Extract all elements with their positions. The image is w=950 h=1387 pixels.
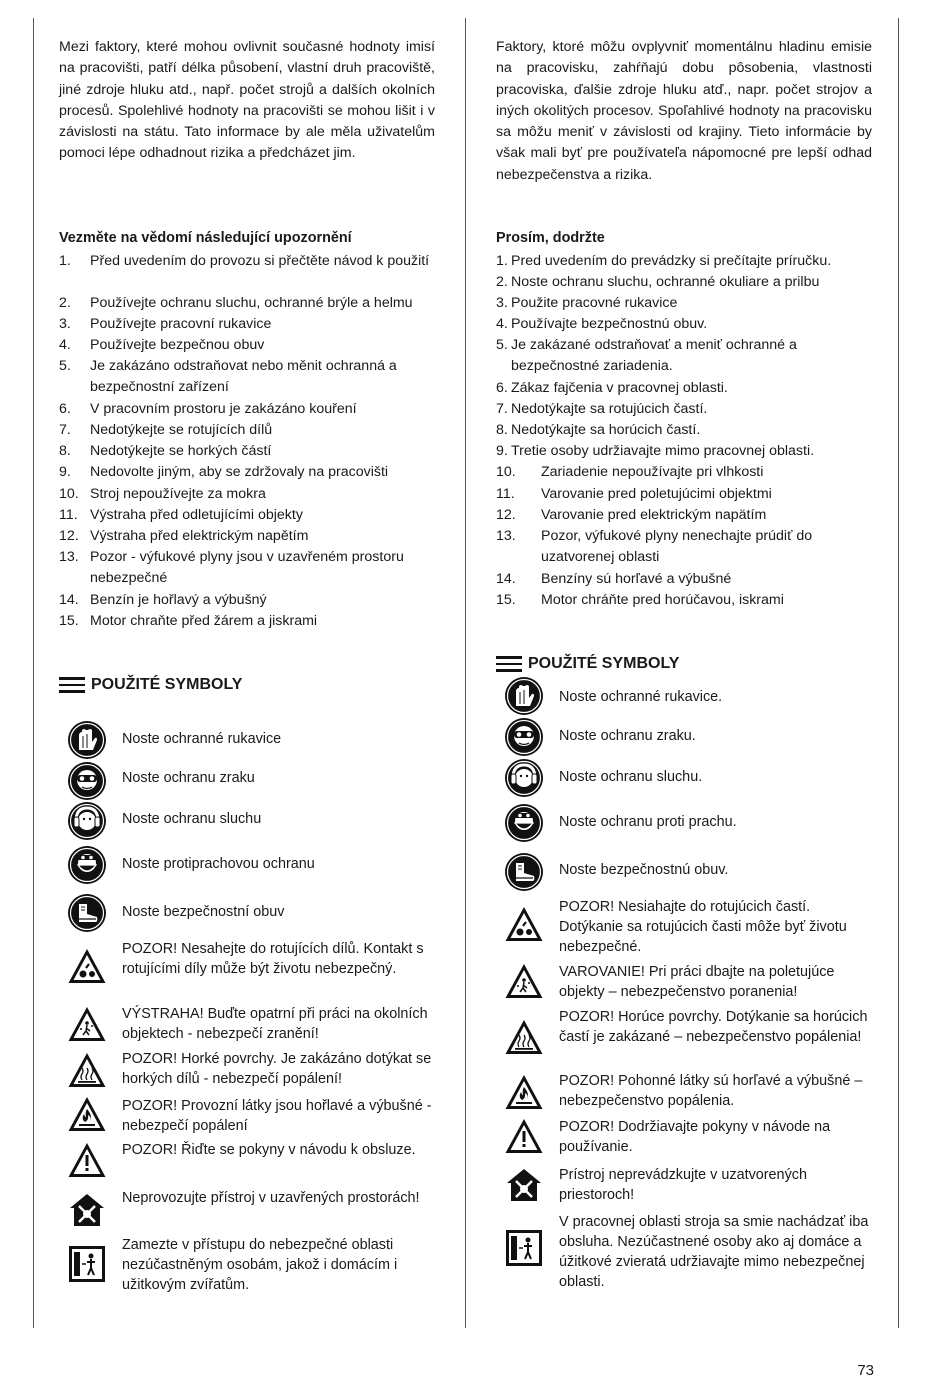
symbol-description: Noste ochranu zraku [122, 770, 255, 786]
notice-text: Tretie osoby udržiavajte mimo pracovnej oblasti. [511, 443, 815, 459]
notice-text: Nedovolte jiným, aby se zdržovaly na pracovišti [90, 464, 389, 480]
safety-boots-icon [67, 893, 107, 933]
notice-number: 2. [59, 295, 71, 311]
notice-text: Používajte bezpečnostnú obuv. [511, 316, 708, 332]
notice-number: 12. [59, 528, 79, 544]
notice-number: 1. [59, 253, 71, 269]
symbol-description: Noste protiprachovou ochranu [122, 856, 315, 872]
notice-number: 13. [59, 549, 79, 565]
no-enclosed-space-icon [504, 1165, 544, 1205]
notice-number: 15. [59, 613, 79, 629]
rotating-parts-warning-icon [504, 905, 544, 945]
safety-boots-icon [504, 852, 544, 892]
symbol-description: VAROVANIE! Pri práci dbajte na poletujúce objekty – nebezpečenstvo poranenia! [559, 964, 835, 1000]
symbol-description: POZOR! Horké povrchy. Je zakázáno dotýkat se horkých dílů - nebezpečí popálení! [122, 1051, 432, 1087]
column-divider [465, 18, 466, 1328]
flying-objects-warning-icon [67, 1005, 107, 1045]
symbol-description: Noste ochranné rukavice [122, 731, 282, 747]
symbol-description: POZOR! Nesahejte do rotujících dílů. Kontakt s rotujícími díly může být životu nebezpečný. [122, 941, 424, 977]
flammable-warning-icon [504, 1073, 544, 1113]
flammable-warning-icon [67, 1095, 107, 1135]
notice-number: 10. [59, 486, 79, 502]
keep-bystanders-away-icon [504, 1228, 544, 1268]
notice-text: Používejte ochranu sluchu, ochranné brýle a helmu [90, 295, 413, 311]
notice-number: 2. [496, 274, 508, 290]
notice-number: 9. [59, 464, 71, 480]
rotating-parts-warning-icon [67, 947, 107, 987]
notice-text: Výstraha před elektrickým napětím [90, 528, 309, 544]
notice-number: 11. [496, 486, 515, 502]
notice-text: Nedotýkejte se horkých částí [90, 443, 272, 459]
notice-number: 8. [496, 422, 508, 438]
notice-text: Zákaz fajčenia v pracovnej oblasti. [511, 380, 728, 396]
eye-protection-icon [67, 761, 107, 801]
notice-text: Benzíny sú horľavé a výbušné [541, 571, 732, 587]
notice-number: 6. [59, 401, 71, 417]
symbol-description: POZOR! Nesiahajte do rotujúcich častí. Dotýkanie sa rotujúcich časti môže byť životu nebezpečné. [559, 899, 847, 955]
notice-text: Nedotýkajte sa rotujúcich častí. [511, 401, 708, 417]
symbol-description: Noste ochranné rukavice. [559, 689, 723, 705]
symbol-description: Noste ochranu sluchu. [559, 769, 703, 785]
keep-bystanders-away-icon [67, 1244, 107, 1284]
notice-text: Motor chraňte před žárem a jiskrami [90, 613, 318, 629]
intro-paragraph: Faktory, ktoré môžu ovplyvniť momentálnu hladinu emisie na pracovisku, zahŕňajú dobu pôsobenia, vlastnosti pracoviska, ďalšie zdroje hluku atď., napr. počet strojov a iných okolitých procesov. Spoľahlivé hodnoty na pracovisku sa môžu meniť v závislosti od krajiny. Tieto informácie by však mali byť pre používateľa nápomocné pre lepší odhad nebezpečenstva a rizika. [496, 39, 872, 183]
gloves-icon [67, 720, 107, 760]
notice-heading: Prosím, dodržte [496, 230, 605, 246]
notice-number: 5. [496, 337, 508, 353]
symbols-heading-text: POUŽITÉ SYMBOLY [528, 655, 680, 672]
notice-number: 6. [496, 380, 508, 396]
notice-number: 10. [496, 464, 516, 480]
general-warning-icon [504, 1117, 544, 1157]
page-number: 73 [857, 1362, 874, 1379]
symbol-description: POZOR! Řiďte se pokyny v návodu k obsluze. [122, 1142, 416, 1158]
intro-paragraph: Mezi faktory, které mohou ovlivnit současné hodnoty imisí na pracovišti, patří délka působení, vlastní druh pracoviště, jiné zdroje hluku atd., např. počet strojů a dalších okolních procesů. Spolehlivé hodnoty na pracovišti se mohou lišit i v závislosti na státu. Tato informace by ale měla uživatelům pomoci lépe odhadnout rizika a předcházet jim. [59, 39, 435, 162]
no-enclosed-space-icon [67, 1190, 107, 1230]
notice-text: Pred uvedením do prevádzky si prečítajte príručku. [511, 253, 832, 269]
symbol-description: Prístroj neprevádzkujte v uzatvorených priestoroch! [559, 1167, 807, 1203]
notice-number: 3. [59, 316, 71, 332]
notice-heading: Vezměte na vědomí následující upozornění [59, 230, 352, 246]
symbols-heading [496, 655, 679, 673]
left-margin-rule [33, 18, 34, 1328]
ear-protection-icon [504, 758, 544, 798]
notice-number: 3. [496, 295, 508, 311]
notice-number: 5. [59, 358, 71, 374]
general-warning-icon [67, 1141, 107, 1181]
notice-number: 7. [59, 422, 71, 438]
symbols-heading [59, 676, 242, 694]
symbol-description: Noste ochranu zraku. [559, 728, 696, 744]
symbol-description: POZOR! Dodržiavajte pokyny v návode na používanie. [559, 1119, 831, 1155]
notice-text: Stroj nepoužívejte za mokra [90, 486, 266, 502]
notice-number: 9. [496, 443, 508, 459]
gloves-icon [504, 676, 544, 716]
notice-number: 4. [59, 337, 71, 353]
notice-number: 15. [496, 592, 516, 608]
symbol-description: Neprovozujte přístroj v uzavřených prostorách! [122, 1190, 420, 1206]
notice-number: 4. [496, 316, 508, 332]
symbol-description: POZOR! Horúce povrchy. Dotýkanie sa horúcich častí je zakázané – nebezpečenstvo popálenia! [559, 1009, 868, 1045]
notice-text: Zariadenie nepoužívajte pri vlhkosti [541, 464, 764, 480]
notice-text: Pozor, výfukové plyny nenechajte prúdiť do uzatvorenej oblasti [541, 528, 813, 566]
menu-lines-icon [59, 677, 85, 693]
ear-protection-icon [67, 801, 107, 841]
symbol-description: Noste bezpečnostnú obuv. [559, 862, 729, 878]
notice-text: Používejte pracovní rukavice [90, 316, 272, 332]
symbol-description: Noste ochranu sluchu [122, 811, 262, 827]
symbol-description: POZOR! Provozní látky jsou hořlavé a výbušné - nebezpečí popálení [122, 1098, 432, 1134]
notice-text: Noste ochranu sluchu, ochranné okuliare a prilbu [511, 274, 820, 290]
notice-number: 8. [59, 443, 71, 459]
notice-text: Výstraha před odletujícími objekty [90, 507, 303, 523]
notice-text: Je zakázané odstraňovať a meniť ochranné a bezpečnostné zariadenia. [511, 337, 797, 375]
notice-number: 14. [59, 592, 79, 608]
notice-text: Motor chráňte pred horúčavou, iskrami [541, 592, 784, 608]
symbols-heading-text: POUŽITÉ SYMBOLY [91, 676, 243, 693]
notice-number: 7. [496, 401, 508, 417]
notice-number: 11. [59, 507, 78, 523]
dust-mask-icon [67, 845, 107, 885]
notice-number: 14. [496, 571, 516, 587]
notice-number: 12. [496, 507, 516, 523]
eye-protection-icon [504, 717, 544, 757]
flying-objects-warning-icon [504, 962, 544, 1002]
menu-lines-icon [496, 656, 522, 672]
notice-text: Varovanie pred elektrickým napätím [541, 507, 767, 523]
symbol-description: VÝSTRAHA! Buďte opatrní při práci na okolních objektech - nebezpečí zranění! [122, 1006, 428, 1042]
symbol-description: Zamezte v přístupu do nebezpečné oblasti nezúčastněným osobám, jakož i domácím i užitkovým zvířatům. [122, 1237, 398, 1293]
notice-text: V pracovním prostoru je zakázáno kouření [90, 401, 357, 417]
symbol-description: V pracovnej oblasti stroja sa smie nachádzať iba obsluha. Nezúčastnené osoby ako aj domáce a úžitkové zvieratá udržiavajte mimo nebezpečnej oblasti. [559, 1214, 869, 1290]
symbol-description: Noste bezpečnostní obuv [122, 904, 285, 920]
notice-text: Použite pracovné rukavice [511, 295, 678, 311]
notice-number: 1. [496, 253, 508, 269]
notice-text: Varovanie pred poletujúcimi objektmi [541, 486, 772, 502]
hot-surface-warning-icon [67, 1051, 107, 1091]
notice-text: Před uvedením do provozu si přečtěte návod k použití [90, 253, 430, 269]
symbol-description: Noste ochranu proti prachu. [559, 814, 737, 830]
notice-text: Benzín je hořlavý a výbušný [90, 592, 267, 608]
notice-text: Nedotýkajte sa horúcich častí. [511, 422, 701, 438]
notice-number: 13. [496, 528, 516, 544]
notice-text: Je zakázáno odstraňovat nebo měnit ochranná a bezpečnostní zařízení [90, 358, 397, 396]
hot-surface-warning-icon [504, 1018, 544, 1058]
right-margin-rule [898, 18, 899, 1328]
notice-text: Používejte bezpečnou obuv [90, 337, 265, 353]
dust-mask-icon [504, 803, 544, 843]
symbol-description: POZOR! Pohonné látky sú horľavé a výbušné – nebezpečenstvo popálenia. [559, 1073, 863, 1109]
notice-text: Pozor - výfukové plyny jsou v uzavřeném prostoru nebezpečné [90, 549, 404, 587]
notice-text: Nedotýkejte se rotujících dílů [90, 422, 273, 438]
